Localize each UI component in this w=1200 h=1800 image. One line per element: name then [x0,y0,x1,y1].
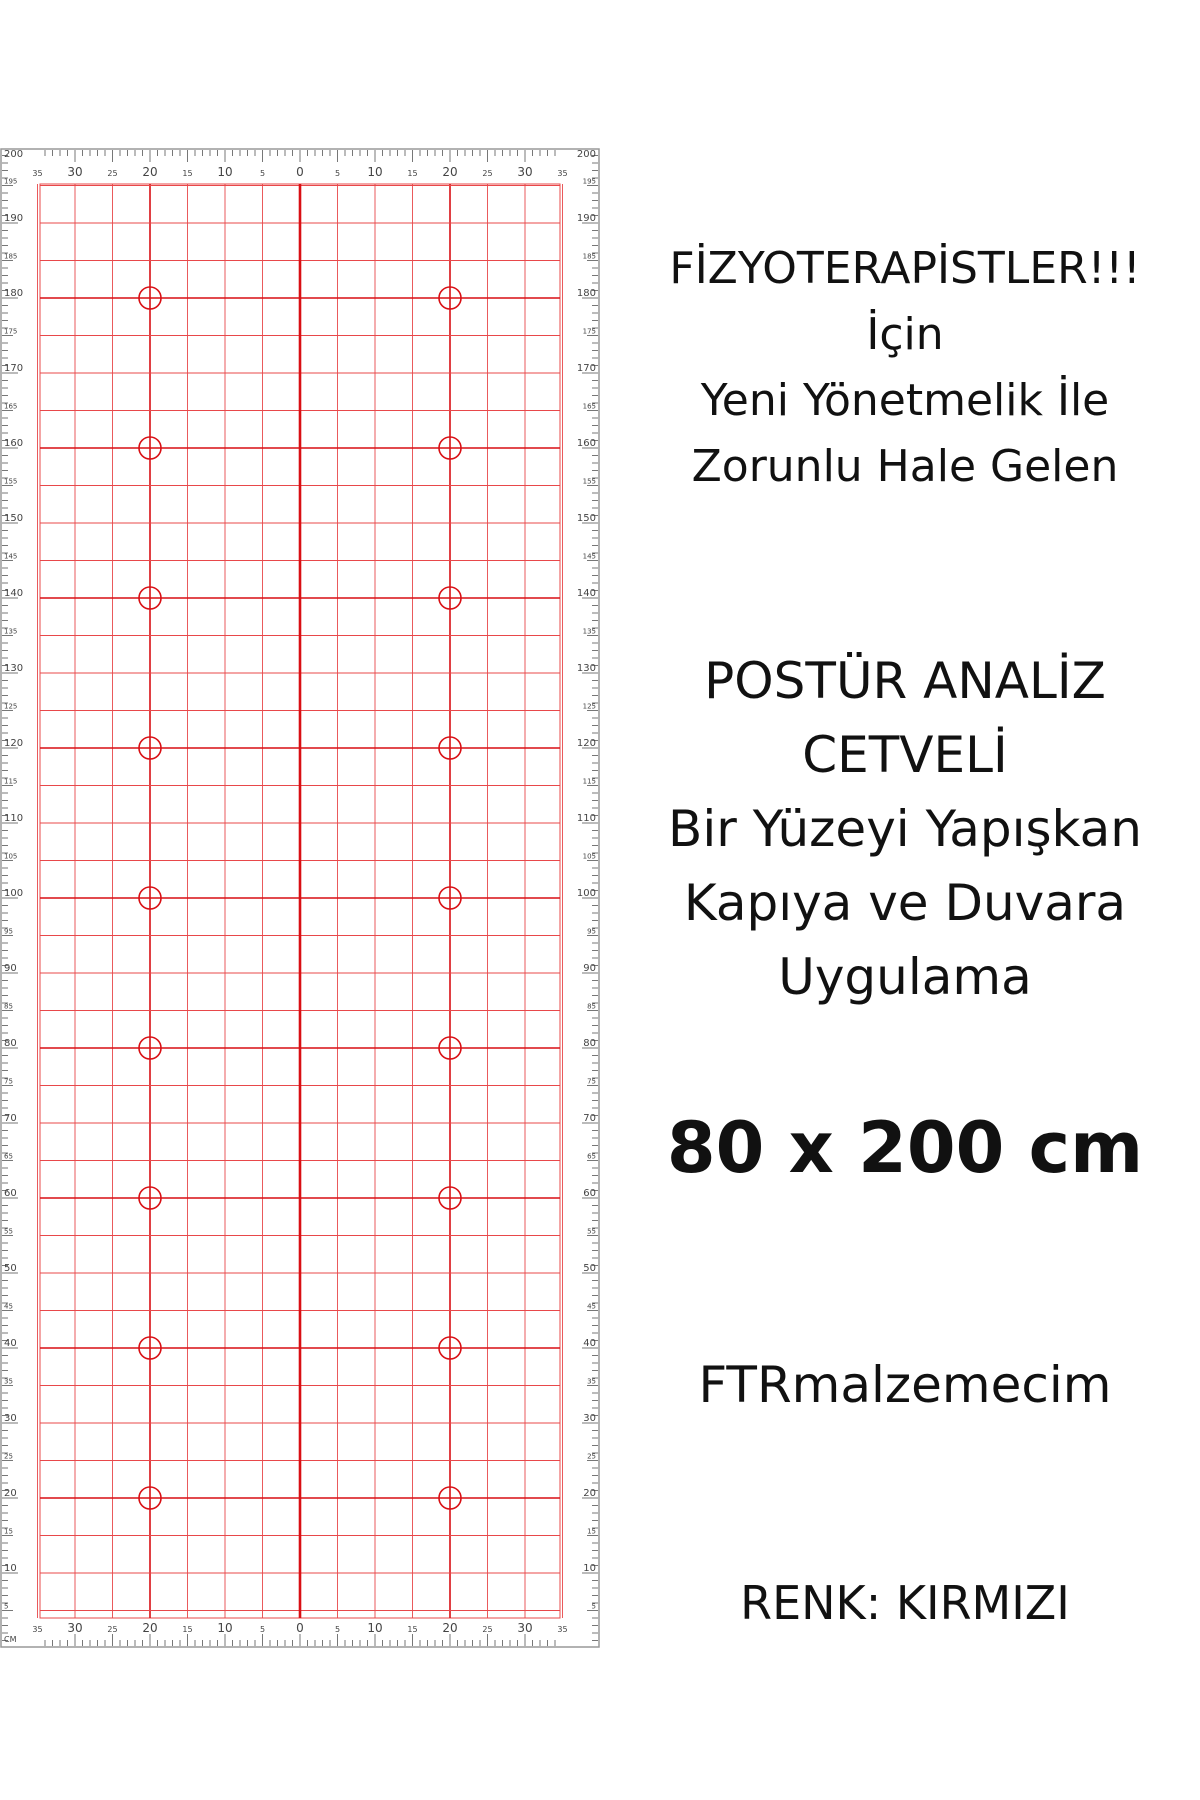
scale-label-top: 20 [442,165,458,179]
scale-label-top: 20 [142,165,158,179]
scale-label-right: 60 [583,1188,596,1199]
scale-label-right: 75 [587,1077,596,1086]
scale-label-left: 20 [4,1488,17,1499]
scale-label-left: 15 [4,1527,13,1536]
scale-label-left: 190 [4,213,24,224]
scale-label-left: 90 [4,963,17,974]
scale-label-bottom: 5 [334,1625,341,1634]
scale-label-bottom: 5 [259,1625,266,1634]
scale-label-bottom: 20 [442,1621,458,1635]
scale-label-left: 5 [4,1602,9,1611]
scale-label-left: 75 [4,1077,13,1086]
scale-label-left: 70 [4,1113,17,1124]
scale-label-left: 150 [4,513,24,524]
scale-label-right: 170 [576,363,596,374]
scale-label-right: 65 [587,1152,596,1161]
brand-text: FTRmalzemecim [698,1356,1112,1414]
scale-label-right: 110 [576,813,596,824]
scale-label-right: 150 [576,513,596,524]
scale-label-right: 185 [582,252,596,261]
scale-label-left: 125 [4,702,18,711]
scale-label-top: 15 [407,169,418,178]
scale-label-bottom: 20 [142,1621,158,1635]
scale-label-right: 20 [583,1488,596,1499]
scale-label-right: 105 [582,852,596,861]
scale-label-left: 35 [4,1377,13,1386]
scale-label-bottom: 10 [217,1621,233,1635]
size-text: 80 x 200 cm [666,1107,1144,1189]
product-line-4: Kapıya ve Duvara [683,874,1127,932]
scale-label-left: 195 [4,177,18,186]
scale-label-left: 85 [4,1002,13,1011]
scale-label-top: 5 [334,169,341,178]
scale-label-bottom: 30 [517,1621,533,1635]
scale-label-left: 135 [4,627,18,636]
scale-label-right: 200 [576,149,596,160]
scale-label-left: 145 [4,552,18,561]
scale-label-bottom: 0 [296,1621,304,1635]
scale-label-left: 30 [4,1413,17,1424]
scale-label-left: 60 [4,1188,17,1199]
scale-label-top: 35 [557,169,568,178]
scale-label-top: 25 [107,169,118,178]
scale-label-right: 135 [582,627,596,636]
scale-label-left: 50 [4,1263,17,1274]
scale-label-bottom: 10 [367,1621,383,1635]
scale-label-right: 5 [591,1602,596,1611]
scale-label-left: 95 [4,927,13,936]
scale-label-right: 10 [583,1563,596,1574]
scale-label-left: 40 [4,1338,17,1349]
product-line-2: CETVELİ [802,726,1008,784]
heading-line-1: FİZYOTERAPİSTLER!!! [669,243,1141,294]
scale-label-left: 10 [4,1563,17,1574]
scale-label-right: 50 [583,1263,596,1274]
scale-label-top: 15 [182,169,193,178]
scale-label-bottom: 25 [482,1625,493,1634]
scale-label-top: 10 [217,165,233,179]
scale-label-left: 160 [4,438,24,449]
scale-label-right: 155 [582,477,596,486]
scale-label-bottom: 30 [67,1621,83,1635]
scale-label-right: 55 [587,1227,596,1236]
scale-label-left: 175 [4,327,18,336]
scale-label-right: 145 [582,552,596,561]
scale-label-right: 165 [582,402,596,411]
scale-label-top: 0 [296,165,304,179]
scale-label-bottom: 25 [107,1625,118,1634]
scale-label-right: 115 [582,777,596,786]
scale-label-left: 110 [4,813,24,824]
color-text: RENK: KIRMIZI [740,1576,1070,1630]
scale-label-left: 100 [4,888,24,899]
product-line-3: Bir Yüzeyi Yapışkan [668,800,1142,858]
scale-label-right: 70 [583,1113,596,1124]
scale-label-top: 30 [67,165,83,179]
scale-label-right: 160 [576,438,596,449]
scale-label-left: 25 [4,1452,13,1461]
scale-label-right: 125 [582,702,596,711]
scale-label-right: 85 [587,1002,596,1011]
scale-label-right: 80 [583,1038,596,1049]
scale-label-right: 15 [587,1527,596,1536]
scale-label-right: 120 [576,738,596,749]
heading-line-2: İçin [866,309,944,360]
scale-label-left: 165 [4,402,18,411]
scale-label-left: 170 [4,363,24,374]
scale-label-left: 140 [4,588,24,599]
scale-label-top: 30 [517,165,533,179]
scale-label-right: 140 [576,588,596,599]
scale-label-top: 25 [482,169,493,178]
units-label: CM [4,1635,17,1644]
scale-label-right: 35 [587,1377,596,1386]
scale-label-bottom: 35 [32,1625,43,1634]
scale-label-left: 155 [4,477,18,486]
scale-label-left: 120 [4,738,24,749]
scale-label-left: 180 [4,288,24,299]
scale-label-top: 5 [259,169,266,178]
scale-label-right: 90 [583,963,596,974]
scale-label-right: 175 [582,327,596,336]
scale-label-right: 95 [587,927,596,936]
heading-line-4: Zorunlu Hale Gelen [691,441,1119,492]
product-line-1: POSTÜR ANALİZ [704,652,1106,710]
scale-label-right: 130 [576,663,596,674]
scale-label-right: 180 [576,288,596,299]
scale-label-left: 185 [4,252,18,261]
scale-label-left: 105 [4,852,18,861]
scale-label-bottom: 15 [407,1625,418,1634]
scale-label-right: 195 [582,177,596,186]
scale-label-right: 190 [576,213,596,224]
product-block [620,644,1190,1014]
scale-label-left: 80 [4,1038,17,1049]
scale-label-right: 30 [583,1413,596,1424]
scale-label-right: 25 [587,1452,596,1461]
product-line-5: Uygulama [778,948,1032,1006]
scale-label-left: 55 [4,1227,13,1236]
scale-label-right: 100 [576,888,596,899]
scale-label-right: 40 [583,1338,596,1349]
scale-label-left: 200 [4,149,24,160]
scale-label-bottom: 35 [557,1625,568,1634]
scale-label-left: 115 [4,777,18,786]
heading-block [620,236,1190,500]
scale-label-bottom: 15 [182,1625,193,1634]
scale-label-left: 45 [4,1302,13,1311]
scale-label-top: 35 [32,169,43,178]
scale-label-top: 10 [367,165,383,179]
scale-label-left: 130 [4,663,24,674]
scale-label-left: 65 [4,1152,13,1161]
heading-line-3: Yeni Yönetmelik İle [700,375,1110,426]
scale-label-right: 45 [587,1302,596,1311]
posture-grid-ruler [0,148,602,1648]
